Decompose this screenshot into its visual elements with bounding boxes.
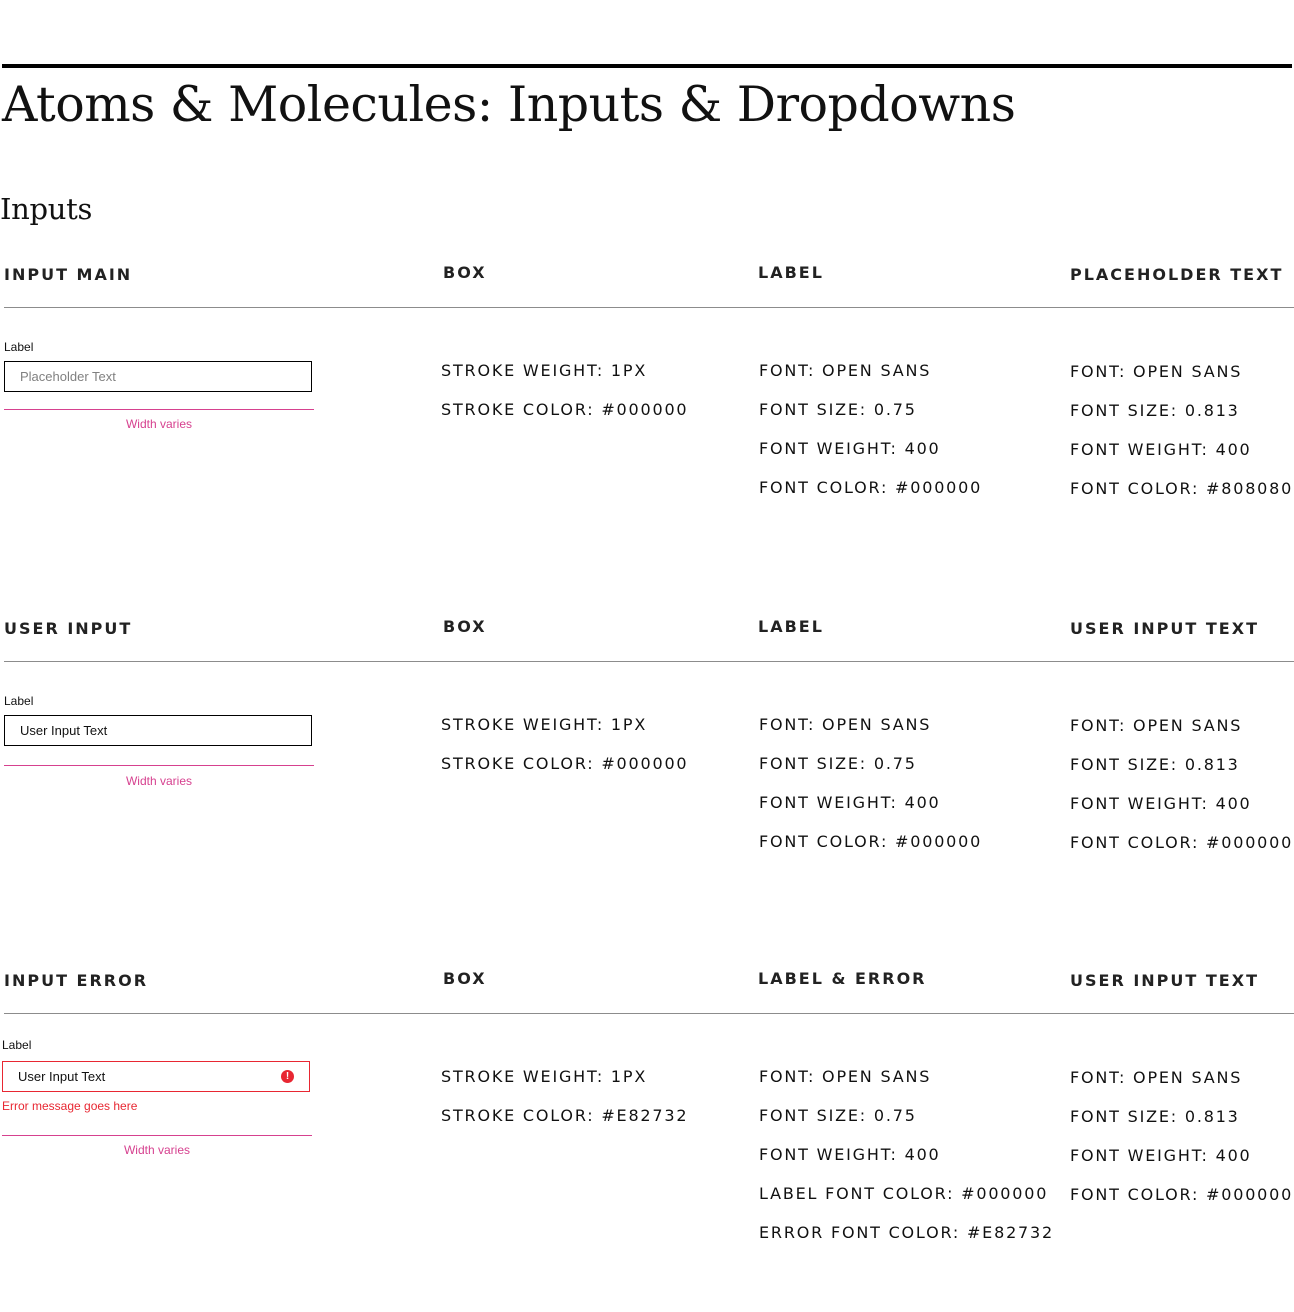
spec-item: FONT COLOR: #000000 [759, 832, 983, 851]
input-main-heading: INPUT MAIN [4, 265, 133, 284]
width-guide-line [4, 409, 314, 410]
spec-item: FONT SIZE: 0.813 [1070, 1107, 1240, 1126]
user-input-text-heading: USER INPUT TEXT [1070, 971, 1259, 990]
label-heading: LABEL [758, 263, 824, 282]
spec-item: STROKE WEIGHT: 1PX [441, 361, 648, 380]
width-guide-line [4, 765, 314, 766]
box-specs [441, 715, 688, 793]
label-specs [759, 361, 982, 517]
spec-item: ERROR FONT COLOR: #E82732 [759, 1223, 1054, 1242]
user-input-text-specs [1070, 716, 1293, 872]
input-label: Label [2, 1038, 32, 1052]
spec-item: STROKE COLOR: #E82732 [441, 1106, 689, 1125]
width-varies-note: Width varies [125, 417, 193, 431]
spec-item: FONT: OPEN SANS [1070, 1068, 1243, 1087]
section-divider [4, 307, 1294, 308]
user-input-text-heading: USER INPUT TEXT [1070, 619, 1259, 638]
label-heading: LABEL [758, 617, 824, 636]
spec-item: LABEL FONT COLOR: #000000 [759, 1184, 1049, 1203]
user-input-heading: USER INPUT [4, 619, 133, 638]
spec-item: FONT WEIGHT: 400 [1070, 794, 1252, 813]
placeholder-text-heading: PLACEHOLDER TEXT [1070, 265, 1284, 284]
label-specs [759, 715, 982, 871]
spec-item: FONT COLOR: #808080 [1070, 479, 1294, 498]
spec-item: FONT SIZE: 0.75 [759, 1106, 917, 1125]
spec-item: FONT: OPEN SANS [759, 1067, 932, 1086]
user-input-text-specs [1070, 1068, 1293, 1224]
spec-item: STROKE COLOR: #000000 [441, 754, 689, 773]
error-input-field[interactable] [2, 1061, 310, 1092]
section-divider [4, 1013, 1294, 1014]
spec-item: FONT SIZE: 0.75 [759, 400, 917, 419]
spec-item: FONT SIZE: 0.75 [759, 754, 917, 773]
input-error-heading: INPUT ERROR [4, 971, 149, 990]
width-guide-line [2, 1135, 312, 1136]
width-varies-note: Width varies [125, 774, 193, 788]
section-title: Inputs [0, 192, 93, 226]
box-specs [441, 361, 688, 439]
spec-item: STROKE WEIGHT: 1PX [441, 715, 648, 734]
section-divider [4, 661, 1294, 662]
spec-item: FONT SIZE: 0.813 [1070, 755, 1240, 774]
spec-item: FONT WEIGHT: 400 [1070, 1146, 1252, 1165]
page-title: Atoms & Molecules: Inputs & Dropdowns [2, 76, 1016, 133]
box-heading: BOX [443, 263, 487, 282]
spec-item: STROKE COLOR: #000000 [441, 400, 689, 419]
spec-item: FONT COLOR: #000000 [759, 478, 983, 497]
error-input-value: User Input Text [18, 1069, 106, 1084]
box-heading: BOX [443, 617, 487, 636]
placeholder-text-specs [1070, 362, 1293, 518]
input-label: Label [4, 340, 34, 354]
top-rule [2, 64, 1292, 68]
spec-item: FONT: OPEN SANS [759, 361, 932, 380]
label-error-specs [759, 1067, 1054, 1262]
spec-item: FONT WEIGHT: 400 [759, 793, 941, 812]
spec-item: FONT COLOR: #000000 [1070, 1185, 1294, 1204]
input-label: Label [4, 694, 34, 708]
spec-item: FONT WEIGHT: 400 [759, 1145, 941, 1164]
spec-item: STROKE WEIGHT: 1PX [441, 1067, 648, 1086]
user-input-field[interactable]: User Input Text [4, 715, 312, 746]
spec-item: FONT WEIGHT: 400 [1070, 440, 1252, 459]
spec-item: FONT WEIGHT: 400 [759, 439, 941, 458]
placeholder-input[interactable]: Placeholder Text [4, 361, 312, 392]
spec-item: FONT: OPEN SANS [1070, 716, 1243, 735]
spec-item: FONT COLOR: #000000 [1070, 833, 1294, 852]
width-varies-note: Width varies [123, 1143, 191, 1157]
spec-item: FONT: OPEN SANS [759, 715, 932, 734]
error-message: Error message goes here [2, 1099, 138, 1113]
spec-item: FONT: OPEN SANS [1070, 362, 1243, 381]
box-specs [441, 1067, 688, 1145]
error-alert-icon: ! [281, 1070, 294, 1083]
label-error-heading: LABEL & ERROR [758, 969, 927, 988]
box-heading: BOX [443, 969, 487, 988]
spec-item: FONT SIZE: 0.813 [1070, 401, 1240, 420]
